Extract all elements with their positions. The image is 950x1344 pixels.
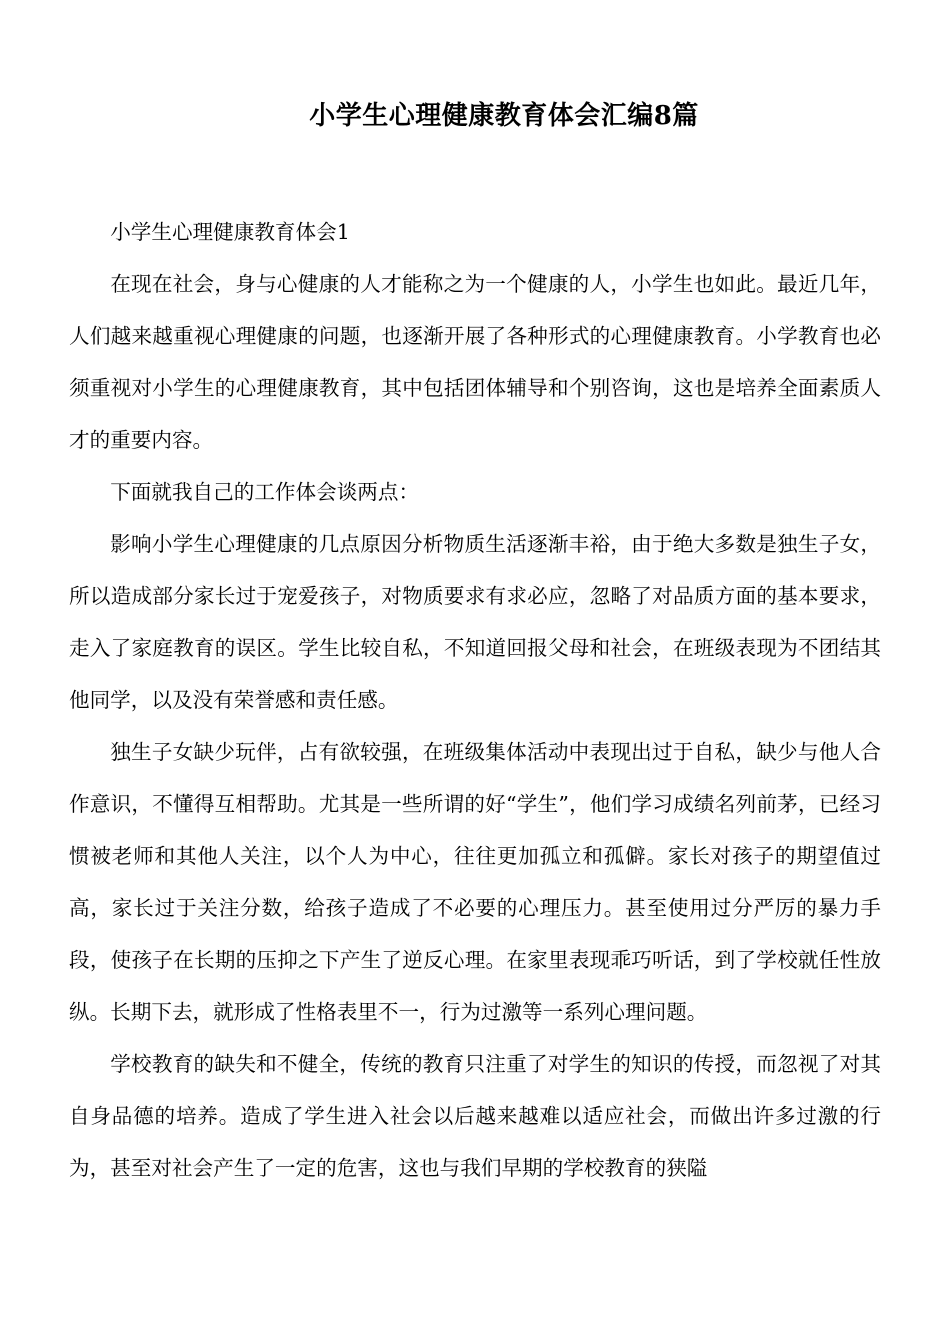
section-heading: 小学生心理健康教育体会1 xyxy=(110,220,350,244)
paragraph: 独生子女缺少玩伴，占有欲较强，在班级集体活动中表现出过于自私，缺少与他人合作意识，不懂得互相帮助。尤其是一些所谓的好“学生”，他们学习成绩名列前茅，已经习惯被老师和其他人关注，以个人为中心，往往更加孤立和孤僻。家长对孩子的期望值过高，家长过于关注分数，给孩子造成了不必要的心理压力。甚至使用过分严厉的暴力手段，使孩子在长期的压抑之下产生了逆反心理。在家里表现乖巧听话，到了学校就任性放纵。长期下去，就形成了性格表里不一，行为过激等一系列心理问题。 xyxy=(69,740,881,1024)
paragraph: 影响小学生心理健康的几点原因分析物质生活逐渐丰裕，由于绝大多数是独生子女，所以造成部分家长过于宠爱孩子，对物质要求有求必应，忽略了对品质方面的基本要求，走入了家庭教育的误区。学生比较自私，不知道回报父母和社会，在班级表现为不团结其他同学，以及没有荣誉感和责任感。 xyxy=(69,532,881,712)
paragraph: 学校教育的缺失和不健全，传统的教育只注重了对学生的知识的传授，而忽视了对其自身品德的培养。造成了学生进入社会以后越来越难以适应社会，而做出许多过激的行为，甚至对社会产生了一定的危害，这也与我们早期的学校教育的狭隘 xyxy=(69,1052,881,1180)
document-body xyxy=(69,206,881,1194)
paragraph: 在现在社会，身与心健康的人才能称之为一个健康的人，小学生也如此。最近几年，人们越来越重视心理健康的问题，也逐渐开展了各种形式的心理健康教育。小学教育也必须重视对小学生的心理健康教育，其中包括团体辅导和个别咨询，这也是培养全面素质人才的重要内容。 xyxy=(69,272,881,452)
document-title: 小学生心理健康教育体会汇编8篇 xyxy=(309,101,699,131)
paragraph: 下面就我自己的工作体会谈两点： xyxy=(110,480,420,504)
